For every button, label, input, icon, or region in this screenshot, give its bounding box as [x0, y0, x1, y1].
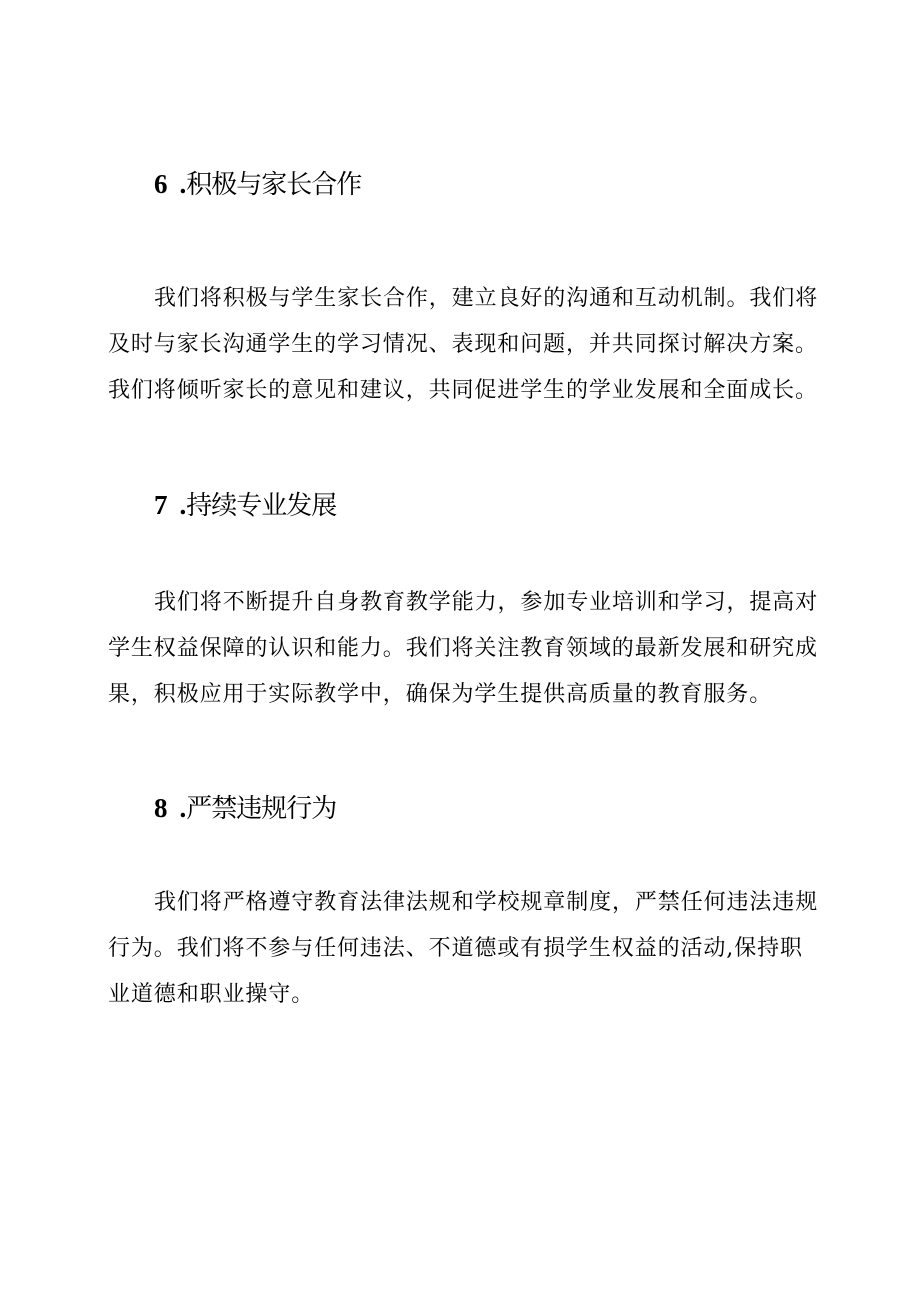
section-title: 持续专业发展: [186, 491, 337, 521]
section-paragraph: [108, 276, 838, 414]
section-number: 6: [154, 169, 168, 199]
section-title: 严禁违规行为: [186, 794, 337, 824]
section-paragraph: [108, 880, 838, 1018]
section-heading: [154, 788, 336, 828]
section-heading: [154, 485, 336, 525]
section-number: 7: [154, 490, 168, 520]
section-title: 积极与家长合作: [186, 170, 362, 200]
paragraph-line: 及时与家长沟通学生的学习情况、表现和问题，并共同探讨解决方案。: [108, 332, 818, 357]
section-dot: .: [179, 490, 187, 520]
section-heading: [154, 164, 361, 204]
paragraph-line: 业道德和职业操守。: [108, 982, 315, 1007]
paragraph-line: 学生权益保障的认识和能力。我们将关注教育领域的最新发展和研究成: [108, 636, 818, 661]
section-dot: .: [179, 793, 187, 823]
paragraph-line: 果，积极应用于实际教学中，确保为学生提供高质量的教育服务。: [108, 682, 773, 707]
section-dot: .: [179, 169, 187, 199]
paragraph-line: 我们将不断提升自身教育教学能力，参加专业培训和学习，提高对: [154, 590, 819, 615]
section-paragraph: [108, 580, 838, 718]
paragraph-line: 我们将积极与学生家长合作，建立良好的沟通和互动机制。我们将: [154, 286, 819, 311]
paragraph-line: 我们将严格遵守教育法律法规和学校规章制度，严禁任何违法违规: [154, 890, 819, 915]
paragraph-line: 我们将倾听家长的意见和建议，共同促进学生的学业发展和全面成长。: [108, 378, 818, 403]
section-number: 8: [154, 793, 168, 823]
paragraph-line: 行为。我们将不参与任何违法、不道德或有损学生权益的活动,保持职: [108, 936, 803, 961]
